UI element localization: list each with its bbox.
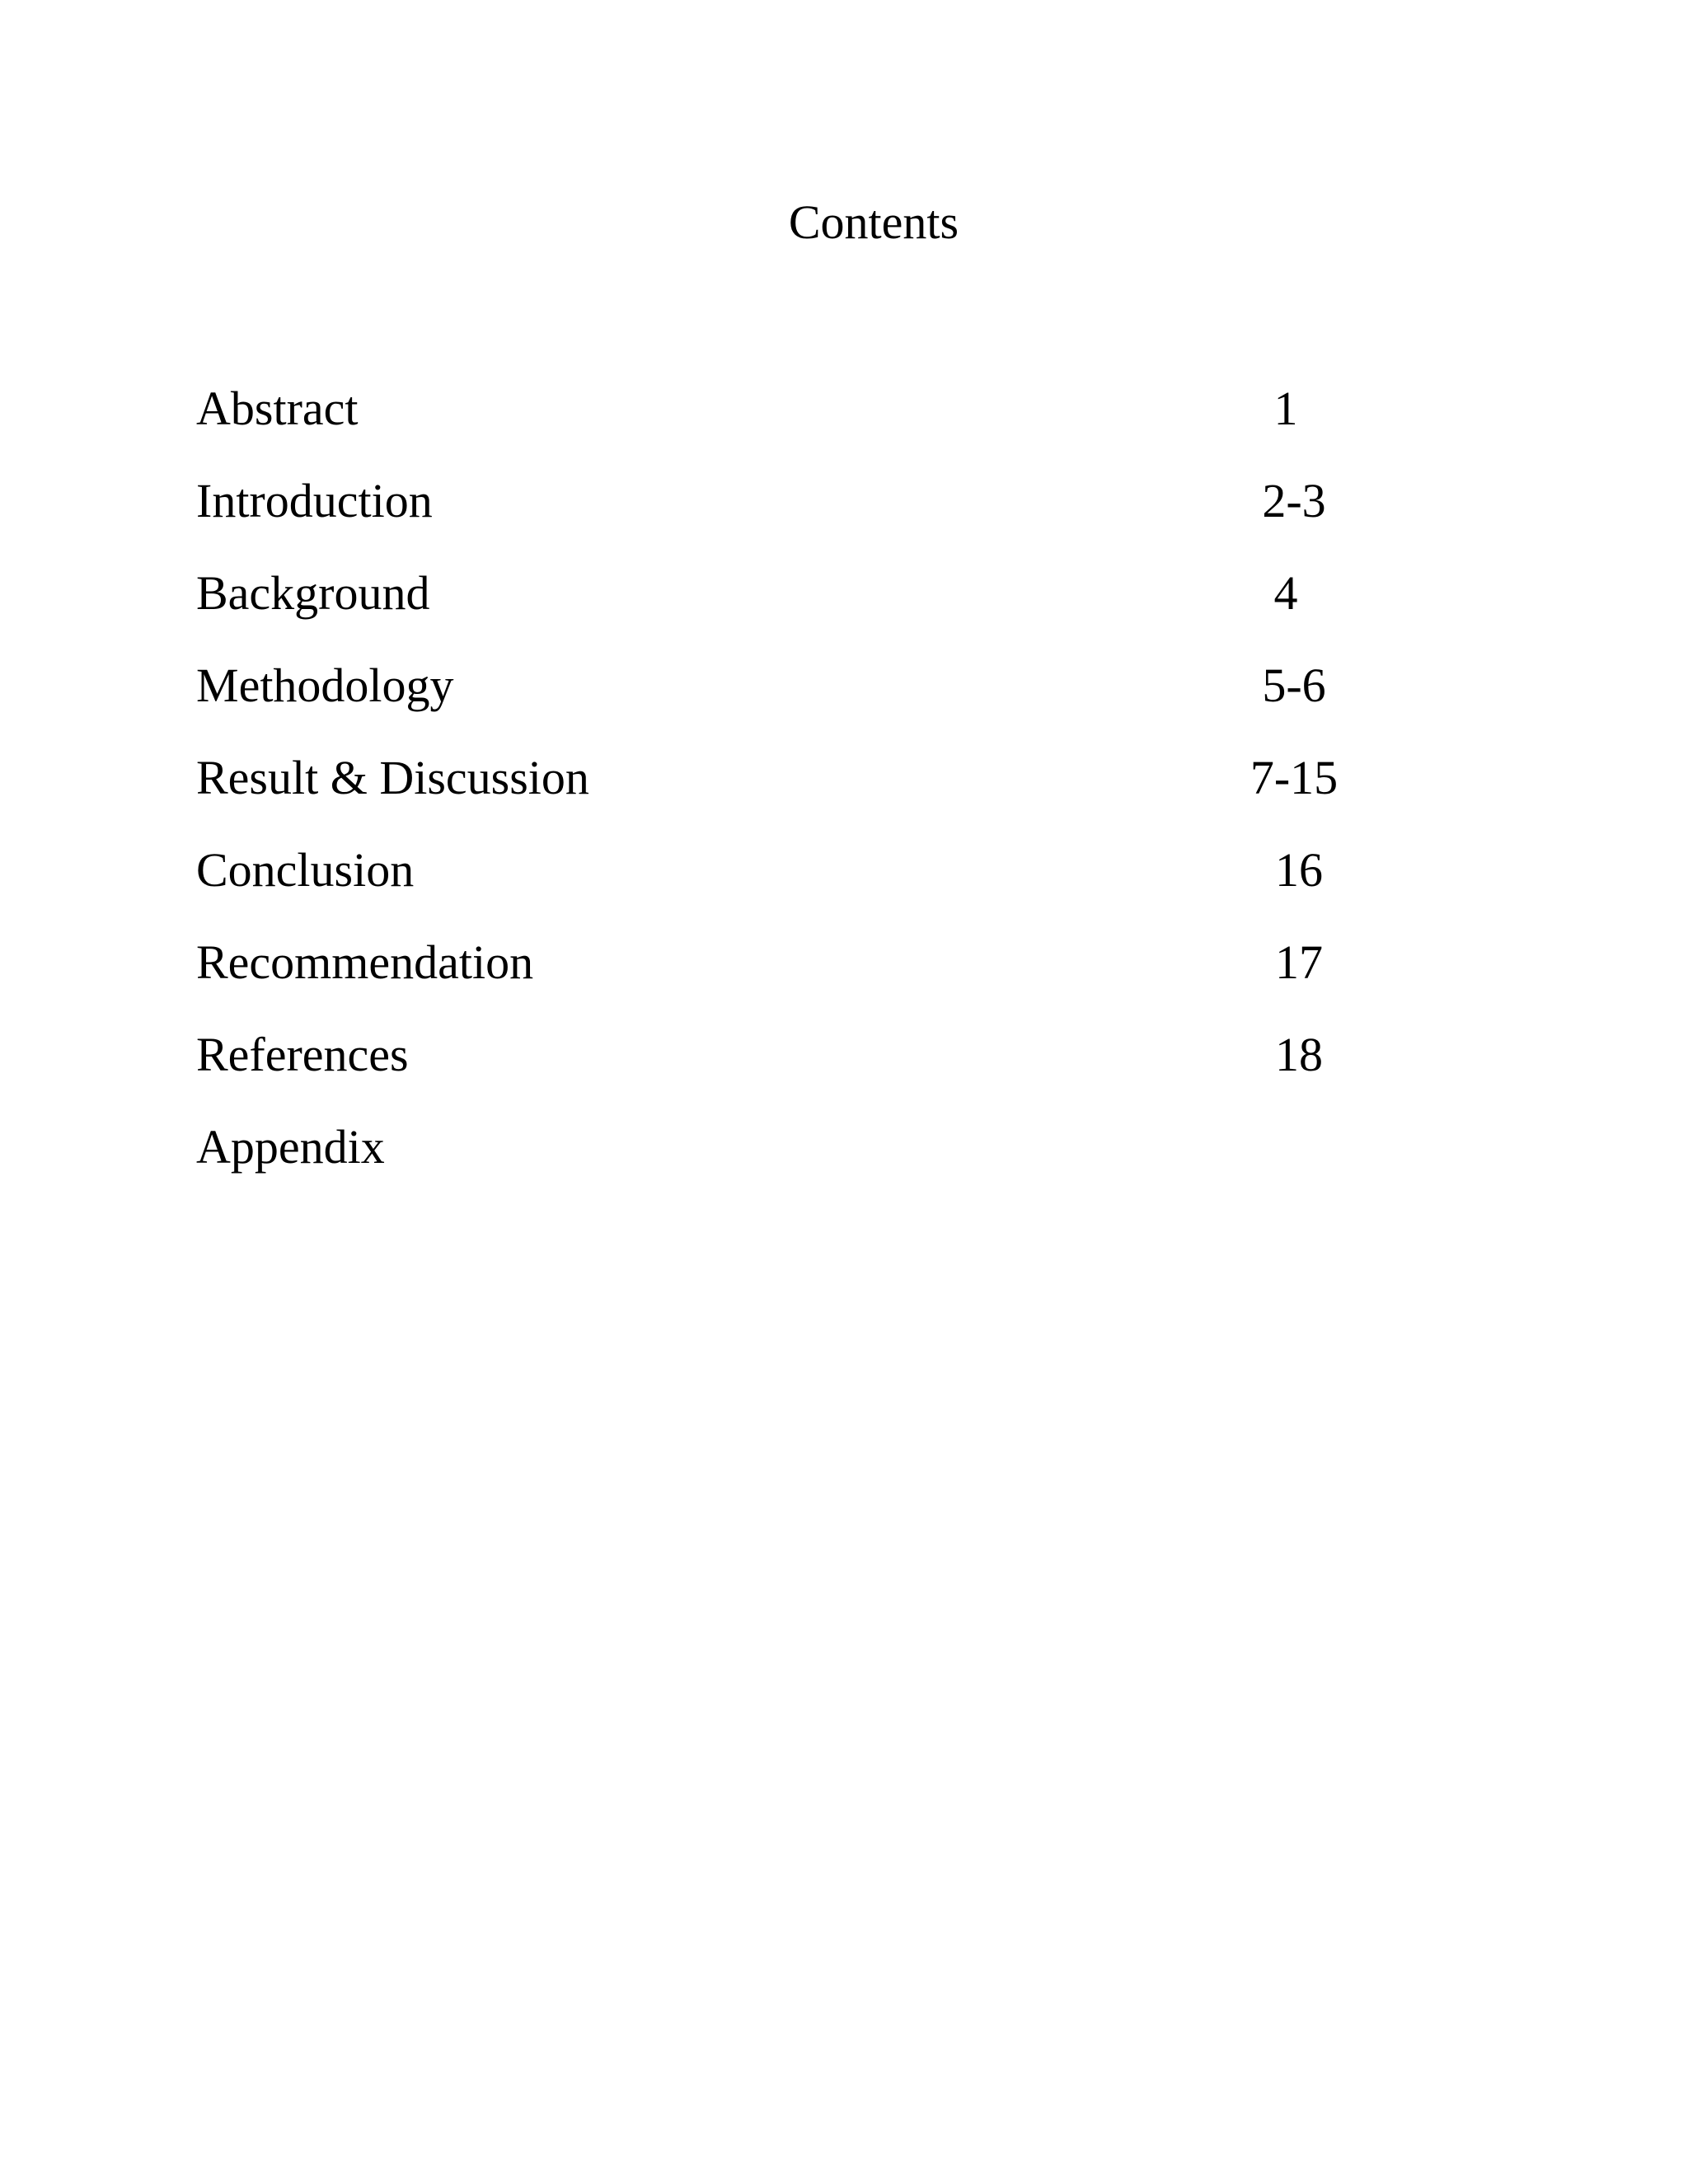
toc-entry-result-discussion <box>196 748 1432 841</box>
toc-entry-label: Methodology <box>196 658 454 712</box>
toc-entry-references <box>196 1025 1432 1118</box>
toc-entry-label: Background <box>196 566 430 620</box>
toc-entry-page: 18 <box>1275 1028 1323 1081</box>
toc-entry-page: 4 <box>1273 566 1298 620</box>
toc-entry-methodology <box>196 656 1432 748</box>
toc-entry-introduction <box>196 471 1432 564</box>
toc-entry-label: Recommendation <box>196 935 534 989</box>
table-of-contents <box>196 379 1432 1210</box>
toc-entry-conclusion <box>196 841 1432 933</box>
toc-entry-page: 16 <box>1275 843 1323 897</box>
toc-entry-label: References <box>196 1028 409 1081</box>
toc-entry-label: Appendix <box>196 1120 385 1174</box>
toc-entry-appendix <box>196 1118 1432 1210</box>
toc-entry-page: 17 <box>1275 935 1323 989</box>
toc-entry-page: 2-3 <box>1262 474 1326 527</box>
toc-entry-label: Result & Discussion <box>196 751 589 804</box>
toc-entry-page: 5-6 <box>1262 658 1326 712</box>
toc-entry-label: Abstract <box>196 382 359 435</box>
toc-entry-abstract <box>196 379 1432 471</box>
toc-entry-page: 1 <box>1273 382 1298 435</box>
toc-entry-label: Introduction <box>196 474 433 527</box>
toc-entry-recommendation <box>196 933 1432 1025</box>
toc-entry-page: 7-15 <box>1250 751 1339 804</box>
toc-entry-background <box>196 564 1432 656</box>
toc-entry-label: Conclusion <box>196 843 415 897</box>
contents-title: Contents <box>788 195 959 249</box>
